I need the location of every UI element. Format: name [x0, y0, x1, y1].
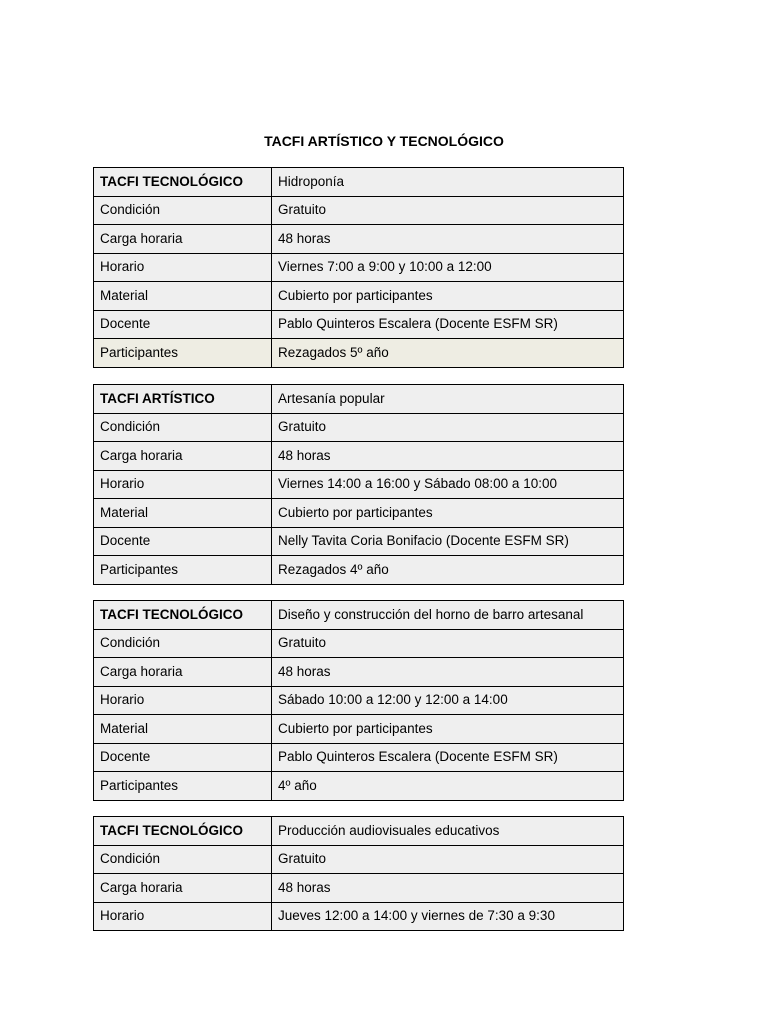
- row-value: Pablo Quinteros Escalera (Docente ESFM SR): [272, 743, 624, 772]
- row-value: Gratuito: [272, 413, 624, 442]
- row-value: Jueves 12:00 a 14:00 y viernes de 7:30 a 9:30: [272, 902, 624, 931]
- row-value: Gratuito: [272, 196, 624, 225]
- row-label: Carga horaria: [94, 658, 272, 687]
- table-row: [94, 601, 624, 630]
- table-row: [94, 658, 624, 687]
- row-value: Rezagados 5º año: [272, 339, 624, 368]
- tacfi-table: [93, 384, 624, 585]
- table-row: [94, 168, 624, 197]
- table-row: [94, 253, 624, 282]
- row-label: Docente: [94, 310, 272, 339]
- table-row: [94, 470, 624, 499]
- table-row: [94, 413, 624, 442]
- row-label: Horario: [94, 902, 272, 931]
- table-row: [94, 715, 624, 744]
- table-row: [94, 196, 624, 225]
- table-row: [94, 339, 624, 368]
- row-label: TACFI TECNOLÓGICO: [94, 601, 272, 630]
- row-value: Cubierto por participantes: [272, 715, 624, 744]
- row-value: Hidroponía: [272, 168, 624, 197]
- row-label: Condición: [94, 196, 272, 225]
- table-row: [94, 845, 624, 874]
- table-row: [94, 772, 624, 801]
- row-label: TACFI TECNOLÓGICO: [94, 168, 272, 197]
- row-value: 48 horas: [272, 225, 624, 254]
- row-label: TACFI TECNOLÓGICO: [94, 817, 272, 846]
- row-value: Pablo Quinteros Escalera (Docente ESFM SR): [272, 310, 624, 339]
- row-value: 4º año: [272, 772, 624, 801]
- tacfi-table: [93, 167, 624, 368]
- row-value: Nelly Tavita Coria Bonifacio (Docente ESFM SR): [272, 527, 624, 556]
- row-label: Material: [94, 715, 272, 744]
- row-value: 48 horas: [272, 874, 624, 903]
- table-row: [94, 282, 624, 311]
- table-row: [94, 874, 624, 903]
- row-label: Material: [94, 282, 272, 311]
- row-value: Artesanía popular: [272, 385, 624, 414]
- row-label: Material: [94, 499, 272, 528]
- row-label: TACFI ARTÍSTICO: [94, 385, 272, 414]
- table-row: [94, 442, 624, 471]
- row-label: Horario: [94, 686, 272, 715]
- tacfi-table: [93, 600, 624, 801]
- document-title: TACFI ARTÍSTICO Y TECNOLÓGICO: [264, 133, 504, 149]
- row-label: Condición: [94, 845, 272, 874]
- table-row: [94, 686, 624, 715]
- row-label: Participantes: [94, 339, 272, 368]
- table-row: [94, 556, 624, 585]
- row-label: Carga horaria: [94, 874, 272, 903]
- row-label: Horario: [94, 253, 272, 282]
- row-value: Diseño y construcción del horno de barro artesanal: [272, 601, 624, 630]
- table-row: [94, 629, 624, 658]
- row-value: Producción audiovisuales educativos: [272, 817, 624, 846]
- row-label: Docente: [94, 743, 272, 772]
- row-label: Participantes: [94, 556, 272, 585]
- row-label: Carga horaria: [94, 442, 272, 471]
- tacfi-table: [93, 816, 624, 931]
- row-value: Viernes 7:00 a 9:00 y 10:00 a 12:00: [272, 253, 624, 282]
- row-value: Cubierto por participantes: [272, 499, 624, 528]
- row-value: Gratuito: [272, 845, 624, 874]
- row-value: 48 horas: [272, 658, 624, 687]
- row-value: Viernes 14:00 a 16:00 y Sábado 08:00 a 10:00: [272, 470, 624, 499]
- row-value: Rezagados 4º año: [272, 556, 624, 585]
- row-label: Condición: [94, 413, 272, 442]
- row-value: Gratuito: [272, 629, 624, 658]
- row-label: Carga horaria: [94, 225, 272, 254]
- table-row: [94, 902, 624, 931]
- row-value: Cubierto por participantes: [272, 282, 624, 311]
- table-row: [94, 385, 624, 414]
- row-value: 48 horas: [272, 442, 624, 471]
- row-label: Docente: [94, 527, 272, 556]
- row-label: Participantes: [94, 772, 272, 801]
- table-row: [94, 743, 624, 772]
- table-row: [94, 310, 624, 339]
- table-row: [94, 499, 624, 528]
- row-label: Horario: [94, 470, 272, 499]
- table-row: [94, 527, 624, 556]
- table-row: [94, 225, 624, 254]
- row-label: Condición: [94, 629, 272, 658]
- table-row: [94, 817, 624, 846]
- row-value: Sábado 10:00 a 12:00 y 12:00 a 14:00: [272, 686, 624, 715]
